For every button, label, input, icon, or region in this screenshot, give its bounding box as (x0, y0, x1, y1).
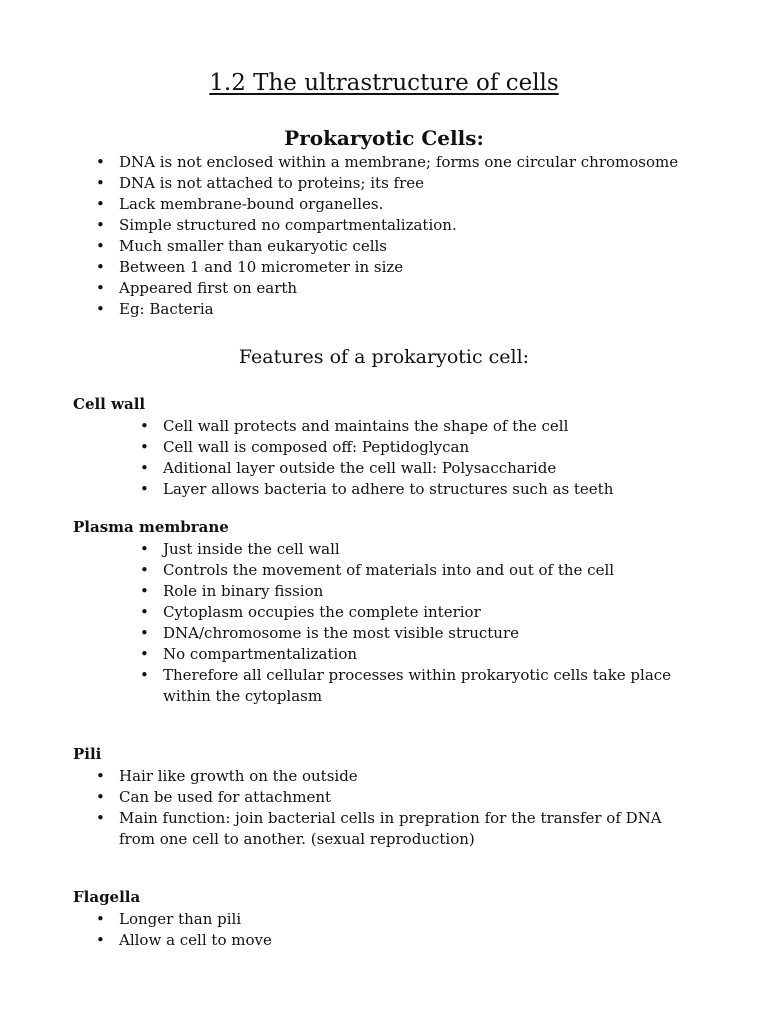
cell-wall-list (140, 416, 723, 500)
prokaryotic-heading: Prokaryotic Cells: (284, 126, 484, 150)
bullet-icon: • (140, 645, 149, 663)
bullet-icon: • (96, 174, 105, 192)
pili-heading: Pili (73, 745, 102, 763)
bullet-icon: • (140, 438, 149, 456)
list-item: • Cell wall is composed off: Peptidoglycan (140, 438, 470, 456)
flagella-list (96, 909, 694, 951)
bullet-icon: • (140, 603, 149, 621)
list-item: • Longer than pili (96, 910, 242, 928)
bullet-icon: • (140, 561, 149, 579)
bullet-icon: • (140, 666, 149, 684)
bullet-icon: • (96, 767, 105, 785)
list-item: • Cell wall protects and maintains the shape of the cell (140, 417, 569, 435)
list-item: • DNA is not attached to proteins; its free (96, 174, 425, 192)
pili-list (96, 766, 694, 850)
bullet-icon: • (96, 258, 105, 276)
list-item: • Much smaller than eukaryotic cells (96, 237, 387, 255)
bullet-icon: • (140, 624, 149, 642)
list-item: • Simple structured no compartmentalization. (96, 216, 457, 234)
bullet-icon: • (140, 417, 149, 435)
list-item: • Just inside the cell wall (140, 540, 340, 558)
bullet-icon: • (96, 237, 105, 255)
list-item: • DNA/chromosome is the most visible structure (140, 624, 520, 642)
list-item: • Appeared first on earth (96, 279, 298, 297)
list-item: • Can be used for attachment (96, 788, 332, 806)
bullet-icon: • (96, 910, 105, 928)
list-item: • Aditional layer outside the cell wall: Polysaccharide (140, 459, 557, 477)
list-item: • DNA is not enclosed within a membrane; forms one circular chromosome (96, 153, 679, 171)
bullet-icon: • (96, 931, 105, 949)
bullet-icon: • (96, 300, 105, 318)
list-item: • Lack membrane-bound organelles. (96, 195, 384, 213)
list-item: • Hair like growth on the outside (96, 767, 358, 785)
prokaryotic-list (96, 152, 739, 320)
features-heading: Features of a prokaryotic cell: (238, 346, 530, 368)
bullet-icon: • (140, 540, 149, 558)
list-item: • Therefore all cellular processes within prokaryotic cells take place within the cytoplasm (140, 666, 672, 705)
list-item: • Cytoplasm occupies the complete interior (140, 603, 481, 621)
list-item: • Main function: join bacterial cells in prepration for the transfer of DNA from one cell to another. (sexual reproduction) (96, 809, 662, 848)
list-item: • No compartmentalization (140, 645, 358, 663)
list-item: • Layer allows bacteria to adhere to structures such as teeth (140, 480, 614, 498)
bullet-icon: • (96, 195, 105, 213)
cell-wall-heading: Cell wall (73, 395, 146, 413)
list-item: • Controls the movement of materials into and out of the cell (140, 561, 615, 579)
flagella-heading: Flagella (73, 888, 141, 906)
bullet-icon: • (96, 216, 105, 234)
bullet-icon: • (140, 459, 149, 477)
bullet-icon: • (96, 279, 105, 297)
list-item: • Allow a cell to move (96, 931, 272, 949)
bullet-icon: • (96, 153, 105, 171)
bullet-icon: • (140, 582, 149, 600)
page-title: 1.2 The ultrastructure of cells (209, 70, 559, 96)
bullet-icon: • (140, 480, 149, 498)
bullet-icon: • (96, 809, 105, 827)
bullet-icon: • (96, 788, 105, 806)
list-item: • Role in binary fission (140, 582, 324, 600)
list-item: • Eg: Bacteria (96, 300, 214, 318)
plasma-membrane-heading: Plasma membrane (73, 518, 229, 536)
plasma-membrane-list (140, 539, 703, 707)
list-item: • Between 1 and 10 micrometer in size (96, 258, 404, 276)
